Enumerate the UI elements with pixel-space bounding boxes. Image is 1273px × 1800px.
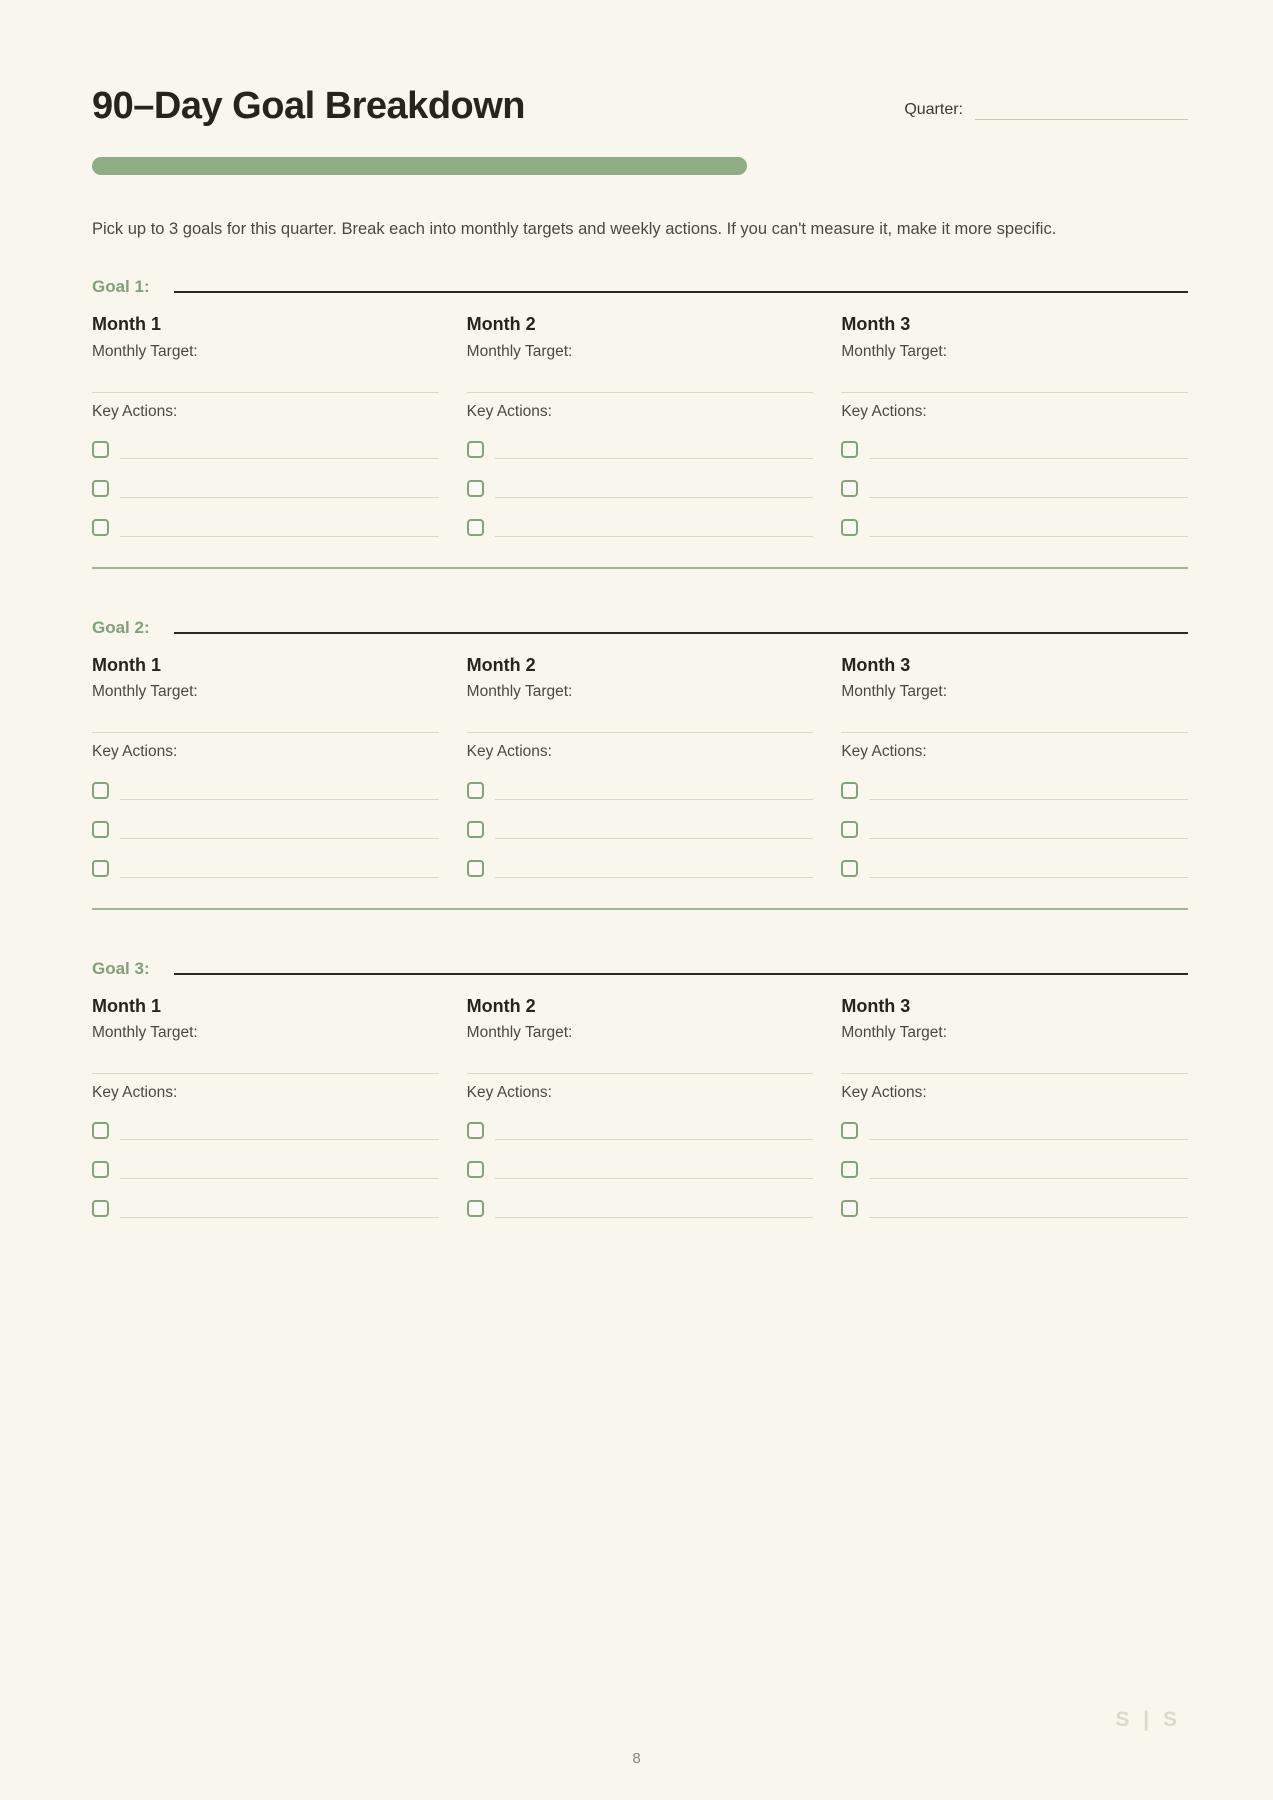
action-input-line[interactable]	[495, 838, 814, 839]
months-grid	[92, 997, 1188, 1219]
action-checkbox[interactable]	[92, 1200, 109, 1217]
goal-header	[92, 960, 1188, 977]
goal-title-line[interactable]	[174, 973, 1188, 975]
goal-section-2	[92, 619, 1188, 910]
action-row	[841, 1118, 1188, 1140]
intro-text: Pick up to 3 goals for this quarter. Break each into monthly targets and weekly actions. If you can't measure it, make it more specific.	[92, 219, 1057, 238]
action-input-line[interactable]	[869, 458, 1188, 459]
action-input-line[interactable]	[120, 1217, 439, 1218]
action-row	[841, 437, 1188, 459]
key-actions-label: Key Actions:	[841, 1084, 927, 1102]
action-row	[467, 1196, 814, 1218]
month-title: Month 1	[92, 995, 161, 1016]
monthly-target-label: Monthly Target:	[841, 342, 948, 360]
action-row	[92, 817, 439, 839]
action-checkbox[interactable]	[467, 480, 484, 497]
month-title: Month 3	[841, 995, 911, 1016]
action-row	[841, 1157, 1188, 1179]
action-checkbox[interactable]	[467, 519, 484, 536]
action-checkbox[interactable]	[467, 860, 484, 877]
key-actions-label: Key Actions:	[466, 743, 552, 761]
action-row	[467, 437, 814, 459]
action-input-line[interactable]	[120, 497, 439, 498]
action-input-line[interactable]	[120, 799, 439, 800]
page-header	[92, 86, 1188, 128]
goal-label: Goal 2:	[92, 617, 150, 637]
key-actions-label: Key Actions:	[92, 402, 178, 420]
action-input-line[interactable]	[120, 1139, 439, 1140]
monthly-target-line[interactable]	[467, 392, 814, 393]
action-checkbox[interactable]	[841, 1200, 858, 1217]
action-input-line[interactable]	[869, 497, 1188, 498]
month-title: Month 2	[466, 995, 536, 1016]
month-block	[841, 315, 1188, 537]
key-actions-label: Key Actions:	[841, 743, 927, 761]
action-input-line[interactable]	[869, 838, 1188, 839]
action-row	[92, 515, 439, 537]
month-block	[92, 656, 439, 878]
action-checkbox[interactable]	[841, 480, 858, 497]
goal-label: Goal 3:	[92, 958, 150, 978]
month-block	[467, 997, 814, 1219]
month-title: Month 2	[466, 654, 536, 675]
action-input-line[interactable]	[495, 1178, 814, 1179]
key-actions-label: Key Actions:	[841, 402, 927, 420]
monthly-target-label: Monthly Target:	[92, 683, 198, 701]
action-row	[841, 515, 1188, 537]
section-divider	[92, 908, 1188, 910]
action-input-line[interactable]	[869, 877, 1188, 878]
key-actions-label: Key Actions:	[92, 743, 178, 761]
action-input-line[interactable]	[495, 1139, 814, 1140]
action-row	[841, 1196, 1188, 1218]
month-block	[467, 656, 814, 878]
action-row	[92, 476, 439, 498]
section-divider	[92, 567, 1188, 569]
action-checkbox[interactable]	[841, 1122, 858, 1139]
goal-title-line[interactable]	[174, 291, 1188, 293]
action-input-line[interactable]	[869, 799, 1188, 800]
monthly-target-line[interactable]	[467, 1073, 814, 1074]
action-row	[92, 1118, 439, 1140]
action-input-line[interactable]	[495, 799, 814, 800]
monthly-target-line[interactable]	[467, 732, 814, 733]
title-accent-bar	[92, 157, 747, 175]
action-checkbox[interactable]	[92, 519, 109, 536]
months-grid	[92, 315, 1188, 537]
action-checkbox[interactable]	[92, 441, 109, 458]
goal-header	[92, 278, 1188, 295]
action-input-line[interactable]	[120, 458, 439, 459]
monthly-target-label: Monthly Target:	[466, 683, 573, 701]
monthly-target-label: Monthly Target:	[92, 1024, 198, 1042]
brand-mark: S | S	[1115, 1708, 1181, 1731]
action-checkbox[interactable]	[92, 1122, 109, 1139]
action-checkbox[interactable]	[841, 782, 858, 799]
action-input-line[interactable]	[869, 1139, 1188, 1140]
key-actions-label: Key Actions:	[92, 1084, 178, 1102]
action-checkbox[interactable]	[92, 821, 109, 838]
action-row	[841, 856, 1188, 878]
action-input-line[interactable]	[120, 536, 439, 537]
monthly-target-label: Monthly Target:	[92, 342, 198, 360]
action-checkbox[interactable]	[841, 519, 858, 536]
key-actions-label: Key Actions:	[466, 1084, 552, 1102]
monthly-target-line[interactable]	[92, 732, 439, 733]
month-title: Month 1	[92, 654, 161, 675]
page-title: 90–Day Goal Breakdown	[92, 85, 526, 127]
action-checkbox[interactable]	[467, 1200, 484, 1217]
month-block	[841, 997, 1188, 1219]
action-input-line[interactable]	[495, 458, 814, 459]
action-row	[92, 856, 439, 878]
month-block	[841, 656, 1188, 878]
quarter-label: Quarter:	[904, 101, 963, 118]
action-checkbox[interactable]	[841, 821, 858, 838]
action-row	[467, 1157, 814, 1179]
month-title: Month 2	[466, 313, 536, 334]
monthly-target-label: Monthly Target:	[466, 1024, 573, 1042]
monthly-target-line[interactable]	[92, 392, 439, 393]
action-input-line[interactable]	[869, 1178, 1188, 1179]
goal-header	[92, 619, 1188, 636]
action-input-line[interactable]	[495, 536, 814, 537]
action-row	[841, 778, 1188, 800]
quarter-field	[904, 102, 1188, 120]
action-input-line[interactable]	[120, 877, 439, 878]
monthly-target-label: Monthly Target:	[841, 1024, 948, 1042]
goal-section-1	[92, 278, 1188, 569]
action-checkbox[interactable]	[92, 1161, 109, 1178]
action-checkbox[interactable]	[467, 441, 484, 458]
action-checkbox[interactable]	[467, 1122, 484, 1139]
key-actions-label: Key Actions:	[466, 402, 552, 420]
action-checkbox[interactable]	[467, 1161, 484, 1178]
action-row	[467, 817, 814, 839]
action-row	[92, 1196, 439, 1218]
action-row	[92, 437, 439, 459]
goal-section-3	[92, 960, 1188, 1219]
action-checkbox[interactable]	[92, 860, 109, 877]
action-checkbox[interactable]	[467, 782, 484, 799]
goal-label: Goal 1:	[92, 276, 150, 296]
action-row	[467, 1118, 814, 1140]
month-title: Month 3	[841, 654, 911, 675]
action-row	[841, 817, 1188, 839]
monthly-target-line[interactable]	[841, 392, 1188, 393]
action-row	[841, 476, 1188, 498]
action-row	[467, 515, 814, 537]
action-row	[467, 778, 814, 800]
action-input-line[interactable]	[869, 536, 1188, 537]
action-checkbox[interactable]	[92, 480, 109, 497]
monthly-target-line[interactable]	[841, 732, 1188, 733]
month-title: Month 3	[841, 313, 911, 334]
action-input-line[interactable]	[120, 838, 439, 839]
month-block	[92, 315, 439, 537]
monthly-target-label: Monthly Target:	[841, 683, 948, 701]
months-grid	[92, 656, 1188, 878]
month-title: Month 1	[92, 313, 161, 334]
action-checkbox[interactable]	[92, 782, 109, 799]
monthly-target-line[interactable]	[841, 1073, 1188, 1074]
action-checkbox[interactable]	[841, 860, 858, 877]
page-number: 8	[632, 1750, 641, 1767]
action-input-line[interactable]	[495, 497, 814, 498]
action-row	[467, 476, 814, 498]
monthly-target-label: Monthly Target:	[466, 342, 573, 360]
action-row	[92, 1157, 439, 1179]
action-checkbox[interactable]	[467, 821, 484, 838]
action-input-line[interactable]	[495, 877, 814, 878]
action-row	[467, 856, 814, 878]
action-checkbox[interactable]	[841, 441, 858, 458]
quarter-input-line[interactable]	[975, 106, 1188, 120]
action-input-line[interactable]	[120, 1178, 439, 1179]
month-block	[467, 315, 814, 537]
action-row	[92, 778, 439, 800]
action-checkbox[interactable]	[841, 1161, 858, 1178]
month-block	[92, 997, 439, 1219]
monthly-target-line[interactable]	[92, 1073, 439, 1074]
action-input-line[interactable]	[495, 1217, 814, 1218]
goal-title-line[interactable]	[174, 632, 1188, 634]
action-input-line[interactable]	[869, 1217, 1188, 1218]
